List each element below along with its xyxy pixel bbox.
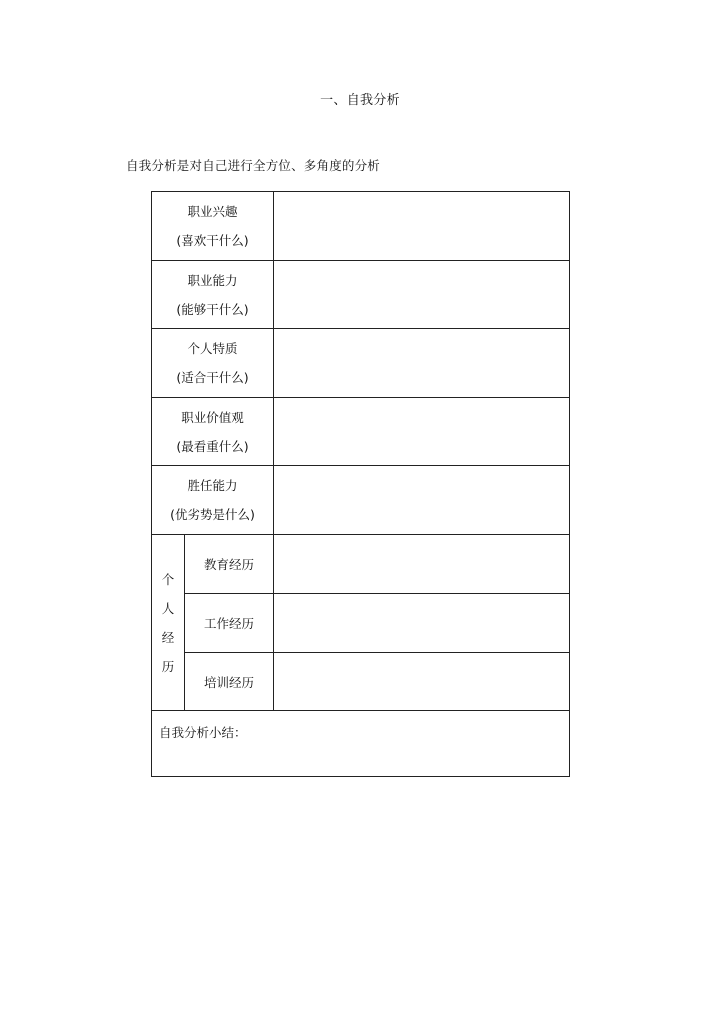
- table-row: [152, 261, 570, 329]
- summary-cell[interactable]: [152, 711, 570, 777]
- row-label-cell: [152, 261, 274, 329]
- page-title: 一、自我分析: [320, 93, 400, 108]
- row-label: 职业价值观: [181, 409, 244, 425]
- answer-cell-ability[interactable]: [274, 261, 570, 329]
- experience-group-label: 个人经历: [161, 571, 175, 674]
- row-label: 胜任能力: [187, 478, 238, 493]
- answer-cell-work[interactable]: [274, 594, 570, 653]
- row-label-cell: [152, 192, 274, 261]
- table-row: [152, 192, 570, 261]
- experience-label-cell: 培训经历: [185, 653, 274, 711]
- row-sublabel: (能够干什么): [176, 301, 249, 317]
- row-label-cell: [152, 398, 274, 466]
- table-row: [152, 329, 570, 398]
- summary-label: 自我分析小结：: [159, 725, 247, 740]
- table-row: [152, 594, 570, 653]
- row-sublabel: (最看重什么): [176, 438, 249, 454]
- answer-cell-training[interactable]: [274, 653, 570, 711]
- intro-text: 自我分析是对自己进行全方位、多角度的分析: [126, 158, 381, 173]
- row-sublabel: (优劣势是什么): [170, 507, 255, 522]
- table-row: [152, 653, 570, 711]
- table-row: [152, 398, 570, 466]
- table-row: [152, 466, 570, 535]
- self-analysis-table: [151, 191, 570, 777]
- row-label: 职业兴趣: [187, 204, 238, 219]
- answer-cell-values[interactable]: [274, 398, 570, 466]
- row-label-cell: [152, 329, 274, 398]
- experience-label-cell: 工作经历: [185, 594, 274, 653]
- row-label: 职业能力: [187, 272, 238, 288]
- answer-cell-traits[interactable]: [274, 329, 570, 398]
- row-sublabel: (适合干什么): [176, 370, 249, 385]
- experience-label-cell: 教育经历: [185, 535, 274, 594]
- answer-cell-education[interactable]: [274, 535, 570, 594]
- row-label: 个人特质: [187, 341, 238, 356]
- row-label-cell: [152, 466, 274, 535]
- row-sublabel: (喜欢干什么): [176, 233, 249, 248]
- table-row: [152, 535, 570, 594]
- answer-cell-competency[interactable]: [274, 466, 570, 535]
- answer-cell-interest[interactable]: [274, 192, 570, 261]
- experience-group-cell: [152, 535, 185, 711]
- table-row: [152, 711, 570, 777]
